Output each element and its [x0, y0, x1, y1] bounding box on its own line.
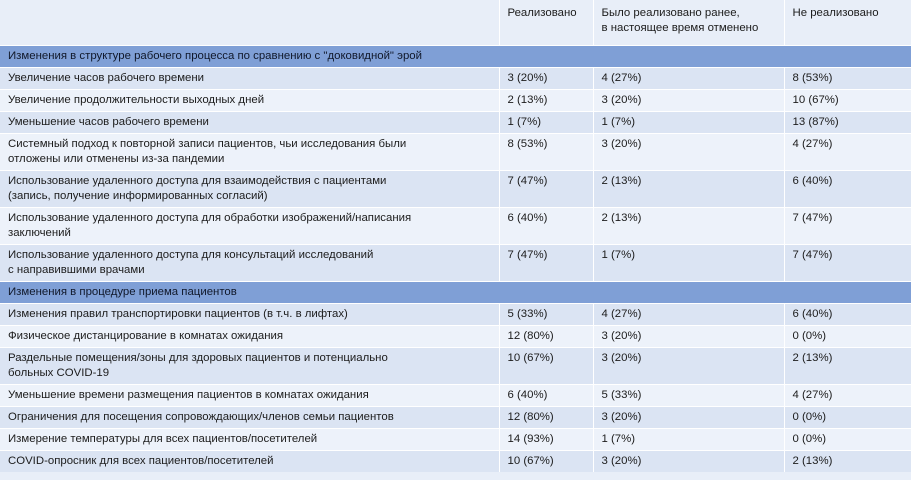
cell-cancelled: 5 (33%)	[593, 385, 784, 407]
row-label	[0, 208, 499, 245]
row-label	[0, 134, 499, 171]
row-label: Измерение температуры для всех пациентов/посетителей	[0, 429, 499, 451]
row-label-line2: заключений	[8, 227, 71, 239]
cell-not-implemented: 7 (47%)	[784, 208, 911, 245]
cell-cancelled: 1 (7%)	[593, 112, 784, 134]
cell-cancelled: 3 (20%)	[593, 451, 784, 473]
table-header	[0, 0, 911, 46]
table-row	[0, 348, 911, 385]
cell-cancelled: 2 (13%)	[593, 208, 784, 245]
row-label-line2: отложены или отменены из-за пандемии	[8, 153, 225, 165]
section-title: Изменения в процедуре приема пациентов	[0, 282, 911, 304]
section-title: Изменения в структуре рабочего процесса по сравнению с "доковидной" эрой	[0, 46, 911, 68]
cell-not-implemented: 4 (27%)	[784, 134, 911, 171]
header-cancelled-line2: в настоящее время отменено	[601, 22, 759, 34]
row-label-line2: с направившими врачами	[8, 264, 145, 276]
cell-cancelled: 3 (20%)	[593, 90, 784, 112]
cell-cancelled: 2 (13%)	[593, 171, 784, 208]
table-row	[0, 112, 911, 134]
row-label-line1: Раздельные помещения/зоны для здоровых пациентов и потенциально	[8, 352, 388, 364]
section-header-reception	[0, 282, 911, 304]
table-row	[0, 68, 911, 90]
cell-implemented: 5 (33%)	[499, 304, 593, 326]
cell-not-implemented: 8 (53%)	[784, 68, 911, 90]
table-row	[0, 90, 911, 112]
row-label: Уменьшение времени размещения пациентов в комнатах ожидания	[0, 385, 499, 407]
table-row	[0, 245, 911, 282]
row-label: Увеличение часов рабочего времени	[0, 68, 499, 90]
cell-implemented: 10 (67%)	[499, 348, 593, 385]
cell-implemented: 12 (80%)	[499, 326, 593, 348]
header-implemented: Реализовано	[499, 0, 593, 46]
cell-implemented: 3 (20%)	[499, 68, 593, 90]
header-empty-cell	[0, 0, 499, 46]
row-label-line2: (запись, получение информированных согласий)	[8, 190, 268, 202]
cell-cancelled: 3 (20%)	[593, 348, 784, 385]
row-label-line1: Использование удаленного доступа для обработки изображений/написания	[8, 212, 412, 224]
table-row	[0, 451, 911, 473]
cell-not-implemented: 0 (0%)	[784, 326, 911, 348]
row-label: Уменьшение часов рабочего времени	[0, 112, 499, 134]
cell-cancelled: 3 (20%)	[593, 407, 784, 429]
cell-not-implemented: 10 (67%)	[784, 90, 911, 112]
cell-not-implemented: 2 (13%)	[784, 348, 911, 385]
cell-implemented: 14 (93%)	[499, 429, 593, 451]
cell-implemented: 12 (80%)	[499, 407, 593, 429]
cell-implemented: 6 (40%)	[499, 208, 593, 245]
cell-implemented: 2 (13%)	[499, 90, 593, 112]
row-label	[0, 348, 499, 385]
cell-cancelled: 4 (27%)	[593, 304, 784, 326]
header-cancelled-line1: Было реализовано ранее,	[601, 7, 740, 19]
row-label: Ограничения для посещения сопровождающих/членов семьи пациентов	[0, 407, 499, 429]
table-row	[0, 134, 911, 171]
row-label: Изменения правил транспортировки пациентов (в т.ч. в лифтах)	[0, 304, 499, 326]
cell-implemented: 6 (40%)	[499, 385, 593, 407]
cell-cancelled: 1 (7%)	[593, 245, 784, 282]
table-row	[0, 326, 911, 348]
table-row	[0, 171, 911, 208]
row-label-line1: Использование удаленного доступа для консультаций исследований	[8, 249, 374, 261]
table-row	[0, 429, 911, 451]
cell-implemented: 1 (7%)	[499, 112, 593, 134]
cell-not-implemented: 0 (0%)	[784, 407, 911, 429]
section-header-workflow	[0, 46, 911, 68]
cell-not-implemented: 4 (27%)	[784, 385, 911, 407]
cell-implemented: 8 (53%)	[499, 134, 593, 171]
cell-implemented: 7 (47%)	[499, 245, 593, 282]
cell-not-implemented: 2 (13%)	[784, 451, 911, 473]
table-row	[0, 208, 911, 245]
header-cancelled	[593, 0, 784, 46]
row-label	[0, 245, 499, 282]
cell-not-implemented: 6 (40%)	[784, 171, 911, 208]
table-row	[0, 407, 911, 429]
row-label: COVID-опросник для всех пациентов/посетителей	[0, 451, 499, 473]
row-label: Увеличение продолжительности выходных дней	[0, 90, 499, 112]
header-not-implemented: Не реализовано	[784, 0, 911, 46]
row-label-line2: больных COVID-19	[8, 367, 110, 379]
cell-cancelled: 1 (7%)	[593, 429, 784, 451]
table-row	[0, 385, 911, 407]
cell-implemented: 10 (67%)	[499, 451, 593, 473]
cell-not-implemented: 7 (47%)	[784, 245, 911, 282]
row-label: Физическое дистанцирование в комнатах ожидания	[0, 326, 499, 348]
cell-cancelled: 4 (27%)	[593, 68, 784, 90]
cell-not-implemented: 0 (0%)	[784, 429, 911, 451]
cell-implemented: 7 (47%)	[499, 171, 593, 208]
row-label	[0, 171, 499, 208]
cell-cancelled: 3 (20%)	[593, 134, 784, 171]
table-row	[0, 304, 911, 326]
cell-not-implemented: 13 (87%)	[784, 112, 911, 134]
row-label-line1: Системный подход к повторной записи пациентов, чьи исследования были	[8, 138, 407, 150]
row-label-line1: Использование удаленного доступа для взаимодействия с пациентами	[8, 175, 387, 187]
cell-cancelled: 3 (20%)	[593, 326, 784, 348]
cell-not-implemented: 6 (40%)	[784, 304, 911, 326]
